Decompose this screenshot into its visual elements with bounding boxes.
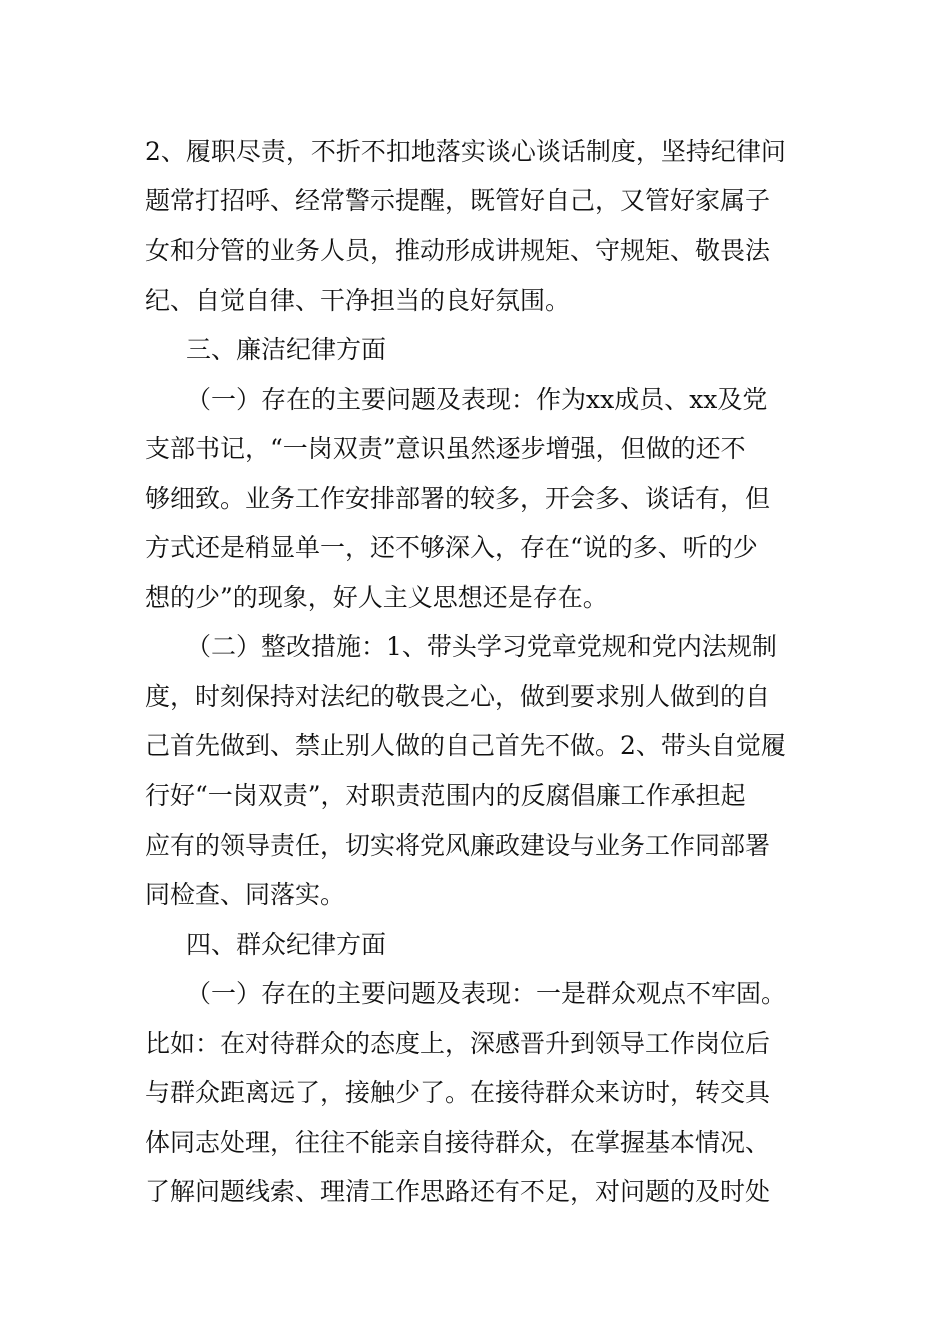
text-line: 比如：在对待群众的态度上，深感晋升到领导工作岗位后 [145,1029,771,1058]
text-line: 支部书记，“一岗双责”意识虽然逐步增强，但做的还不 [145,434,746,463]
text-line: （一）存在的主要问题及表现：作为xx成员、xx及党 [186,385,768,414]
text-line: 方式还是稍显单一，还不够深入，存在“说的多、听的少 [145,533,758,562]
text-line: 了解问题线索、理清工作思路还有不足，对问题的及时处 [145,1177,771,1206]
text-line: （一）存在的主要问题及表现：一是群众观点不牢固。 [186,979,787,1008]
text-line: 应有的领导责任，切实将党风廉政建设与业务工作同部署 [145,831,771,860]
text-line: 题常打招呼、经常警示提醒，既管好自己，又管好家属子 [145,186,771,215]
text-line: （二）整改措施：1、带头学习党章党规和党内法规制 [186,632,777,661]
text-line: 2、履职尽责，不折不扣地落实谈心谈话制度，坚持纪律问 [145,137,786,166]
text-line: 行好“一岗双责”，对职责范围内的反腐倡廉工作承担起 [145,781,746,810]
text-line: 够细致。业务工作安排部署的较多，开会多、谈话有，但 [145,484,771,513]
text-line: 体同志处理，往往不能亲自接待群众，在掌握基本情况、 [145,1128,771,1157]
text-line: 同检查、同落实。 [145,880,346,909]
text-line: 与群众距离远了，接触少了。在接待群众来访时，转交具 [145,1078,771,1107]
section-heading-3: 三、廉洁纪律方面 [186,335,387,364]
text-line: 女和分管的业务人员，推动形成讲规矩、守规矩、敬畏法 [145,236,771,265]
text-line: 想的少”的现象，好人主义思想还是存在。 [145,583,608,612]
section-heading-4: 四、群众纪律方面 [186,930,387,959]
text-line: 己首先做到、禁止别人做的自己首先不做。2、带头自觉履 [145,731,786,760]
text-line: 纪、自觉自律、干净担当的良好氛围。 [145,286,571,315]
text-line: 度，时刻保持对法纪的敬畏之心，做到要求别人做到的自 [145,682,771,711]
